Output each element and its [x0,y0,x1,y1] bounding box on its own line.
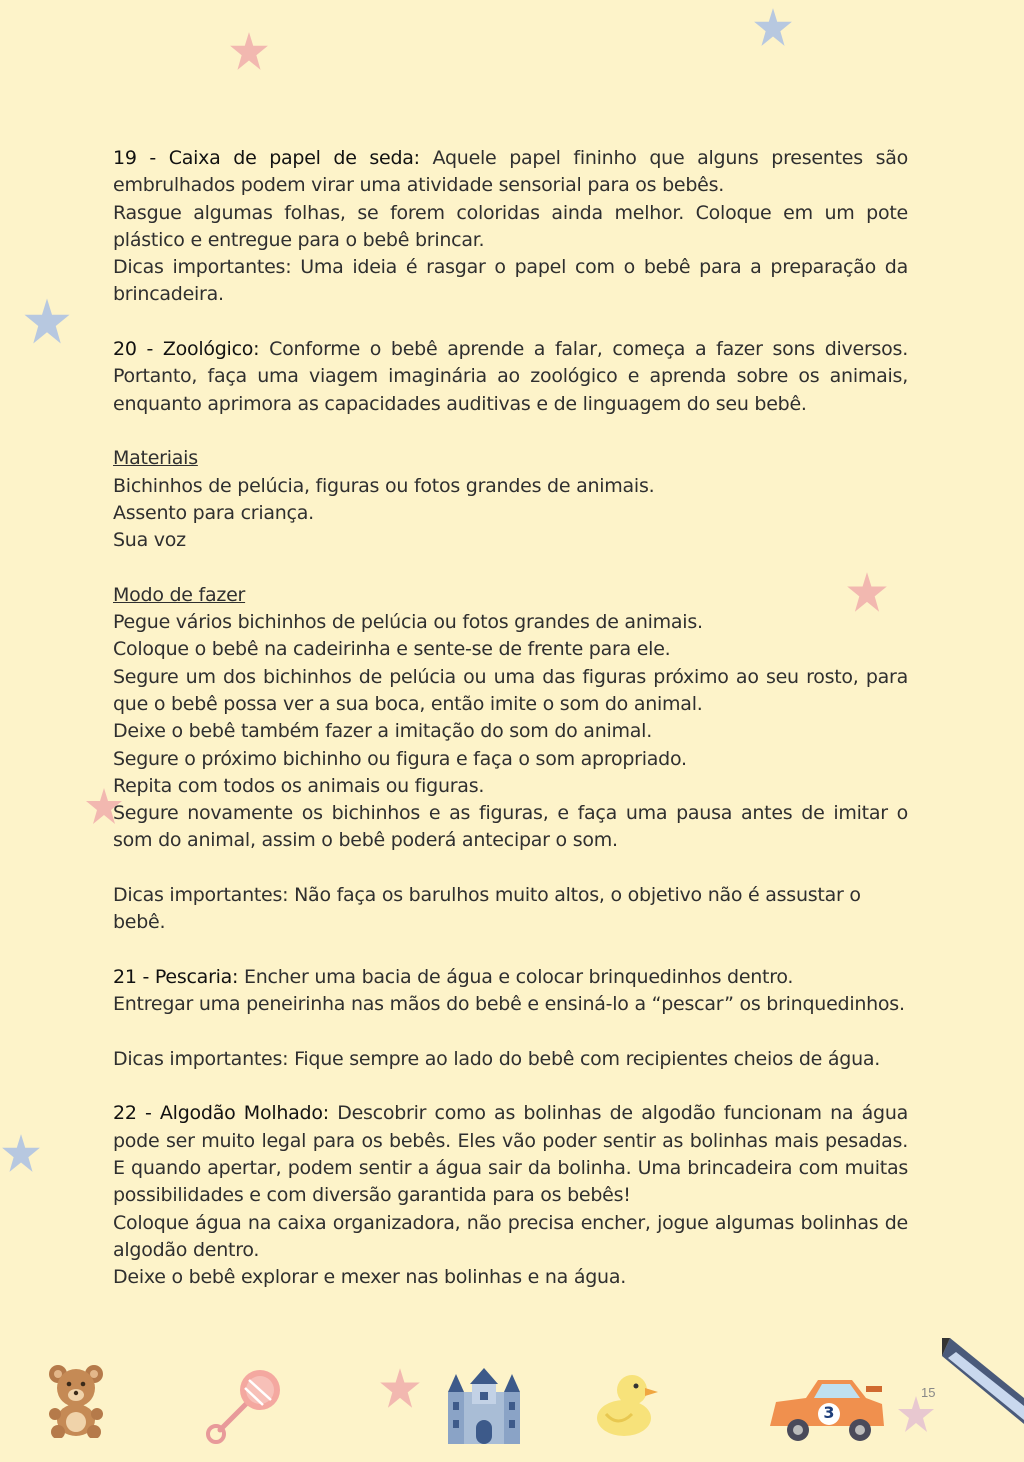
section-19-heading: 19 - Caixa de papel de seda: [113,147,420,169]
car-number: 3 [823,1403,835,1422]
section-19-intro: 19 - Caixa de papel de seda: Aquele papel fininho que alguns presentes são embrulhados podem virar uma atividade sensorial para os bebês. [113,147,908,197]
step-item: Segure novamente os bichinhos e as figuras, e faça uma pausa antes de imitar o som do animal, assim o bebê poderá antecipar o som. [113,802,908,852]
pencil-icon [942,1338,1024,1442]
section-19-line: Rasgue algumas folhas, se forem coloridas ainda melhor. Coloque em um pote plástico e entregue para o bebê brincar. [113,201,908,251]
method-title: Modo de fazer [113,583,246,606]
star-icon [896,1394,936,1434]
section-21-line: Entregar uma peneirinha nas mãos do bebê e ensiná-lo a “pescar” os brinquedinhos. [113,993,905,1016]
step-item: Deixe o bebê também fazer a imitação do som do animal. [113,720,652,743]
castle-icon [442,1366,526,1446]
section-20-tip: Dicas importantes: Não faça os barulhos muito altos, o objetivo não é assustar o bebê. [113,884,861,934]
section-21-intro: 21 - Pescaria: Encher uma bacia de água e colocar brinquedinhos dentro. [113,965,794,988]
section-20-intro: 20 - Zoológico: Conforme o bebê aprende a falar, começa a fazer sons diversos. Portanto, faça uma viagem imaginária ao zoológico e aprenda sobre os animais, enquanto aprimora as capacidades auditivas e de linguagem do seu bebê. [113,338,908,415]
section-21-heading: 21 - Pescaria: [113,965,239,988]
step-item: Coloque o bebê na cadeirinha e sente-se de frente para ele. [113,638,671,661]
content [113,145,908,1291]
section-19-tip: Dicas importantes: Uma ideia é rasgar o papel com o bebê para a preparação da brincadeira. [113,256,908,306]
rattle-icon [200,1366,286,1446]
step-item: Segure o próximo bichinho ou figura e faça o som apropriado. [113,747,687,770]
step-item: Segure um dos bichinhos de pelúcia ou uma das figuras próximo ao seu rosto, para que o bebê possa ver a sua boca, então imite o som do animal. [113,665,908,715]
section-22-heading: 22 - Algodão Molhado: [113,1102,329,1125]
star-icon [752,6,794,48]
star-icon [22,296,72,346]
section-20-heading: 20 - Zoológico: [113,338,260,361]
rubber-duck-icon [592,1366,662,1440]
material-item: Bichinhos de pelúcia, figuras ou fotos grandes de animais. [113,474,655,497]
section-22-line: Deixe o bebê explorar e mexer nas bolinhas e na água. [113,1266,627,1289]
teddy-bear-icon [44,1362,108,1438]
section-21-tip: Dicas importantes: Fique sempre ao lado do bebê com recipientes cheios de água. [113,1047,881,1070]
section-22-line: Coloque água na caixa organizadora, não precisa encher, jogue algumas bolinhas de algodão dentro. [113,1211,908,1261]
star-icon [228,30,270,72]
section-22-intro: 22 - Algodão Molhado: Descobrir como as bolinhas de algodão funcionam na água pode ser muito legal para os bebês. Eles vão poder sentir as bolinhas mais pesadas. E quando apertar, podem sentir a água sair da bolinha. Uma brincadeira com muitas possibilidades e com diversão garantida para os bebês! [113,1102,908,1207]
star-icon [0,1132,42,1174]
material-item: Sua voz [113,529,186,552]
star-icon [378,1366,422,1410]
page-number: 15 [921,1385,936,1400]
step-item: Repita com todos os animais ou figuras. [113,774,485,797]
materials-title: Materiais [113,447,198,470]
step-item: Pegue vários bichinhos de pelúcia ou fotos grandes de animais. [113,611,703,634]
material-item: Assento para criança. [113,501,314,524]
